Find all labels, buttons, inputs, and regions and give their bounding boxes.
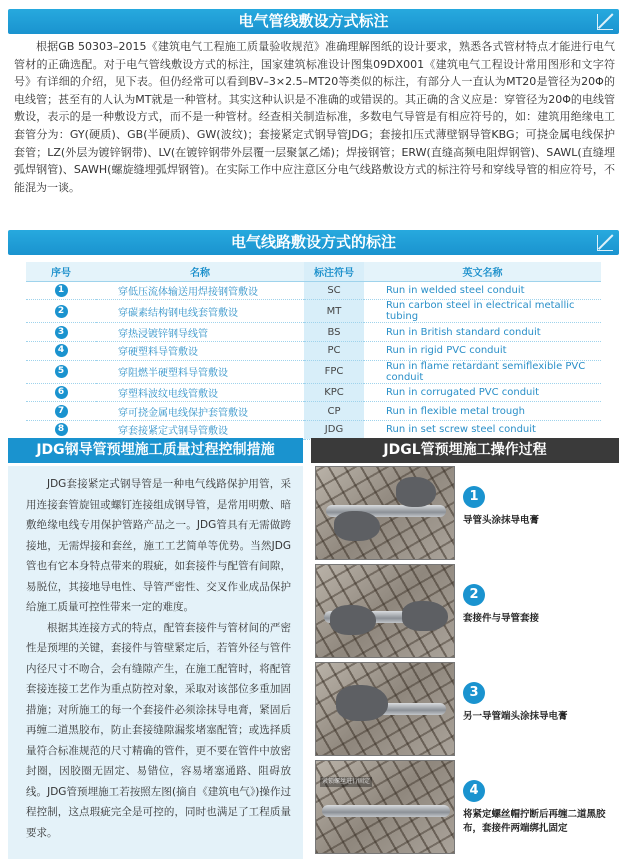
jdg-paragraph-2: 根据其连接方式的特点，配管套接件与管材间的严密性是预埋的关键，套接件与管壁紧定后，若管外径与管件内径尺寸不吻合，会有缝隙产生，在施工配管时，将配管套接连接工艺作为重点防控对象，采取对该部位多重加固措施；对所施工的每一个套接件必须涂抹导电膏，紧固后再缠二道黑胶布，防止套接缝隙漏浆堵塞配管；或选择质量符合标准规范的尺寸精确的管件，更不要在管件中放密封圈，因胶圈无固定、易错位，容易堵塞通路、阻碍放线。JDG管预埋施工若按照左图(摘自《建筑电气》)操作过程控制，这点瑕疵完全是可控的，同时也满足了工程质量要求。 (26, 621, 291, 839)
step-photo (315, 662, 455, 756)
row-number-badge: 5 (55, 365, 68, 378)
step-item (311, 760, 619, 857)
photo-caption: 紧锁螺丝进行固定 (322, 778, 371, 785)
glove-hand-icon (336, 685, 388, 721)
row-en: Run in flexible metal trough (364, 402, 601, 421)
row-code: FPC (304, 360, 364, 383)
header-code: 标注符号 (304, 262, 364, 281)
row-en: Run in British standard conduit (364, 323, 601, 342)
table-row (26, 323, 601, 342)
jdg-paragraph-1: JDG套接紧定式钢导管是一种电气线路保护用管，采用连接套管旋钮或螺钉连接组成钢导管，是常用明敷、暗敷绝缘电线专用保护管路产品之一。JDG管具有无需做跨接地，无需焊接和套丝，施工工艺简单等优势。当然JDG管也有它本身特点带来的瑕疵，如套接件与配管有间隙，易脱位，其接地导电性、导管严密性、交叉作业成品保护给施工质量可控性带来一定的难度。 (26, 478, 291, 613)
row-en: Run in set screw steel conduit (364, 420, 601, 439)
step-number-badge: 2 (463, 584, 485, 606)
step-photo (315, 760, 455, 854)
header-no: 序号 (26, 262, 96, 281)
section-title-text: 电气线路敷设方式的标注 (230, 233, 396, 251)
section-title-line-laying-marking (8, 230, 619, 255)
table-row (26, 402, 601, 421)
row-en: Run in flame retardant semiflexible PVC conduit (364, 360, 601, 383)
jdgl-process-title: JDGL管预埋施工操作过程 (311, 438, 619, 463)
row-name: 穿碳素结构钢电线套管敷设 (96, 300, 304, 323)
row-name: 穿热浸镀锌钢导线管 (96, 323, 304, 342)
glove-hand-icon (330, 605, 376, 635)
row-code: CP (304, 402, 364, 421)
table-header-row (26, 262, 601, 281)
glove-hand-icon (396, 477, 436, 507)
jdg-quality-panel (8, 466, 303, 859)
corner-arrow-icon (597, 235, 613, 251)
corner-arrow-icon (597, 14, 613, 30)
jdgl-steps (311, 466, 619, 859)
table-row (26, 341, 601, 360)
glove-hand-icon (402, 601, 448, 631)
row-code: PC (304, 341, 364, 360)
row-number-badge: 6 (55, 386, 68, 399)
header-name: 名称 (96, 262, 304, 281)
row-en: Run carbon steel in electrical metallic tubing (364, 300, 601, 323)
row-name: 穿阻燃半硬塑料导管敷设 (96, 360, 304, 383)
row-name: 穿硬塑料导管敷设 (96, 341, 304, 360)
table-row (26, 383, 601, 402)
step-number-badge: 3 (463, 682, 485, 704)
intro-paragraph: 根据GB 50303–2015《建筑电气工程施工质量验收规范》准确理解图纸的设计要求，熟悉各式管材特点才能进行电气管材的正确选配。对于电气管线敷设方式的标注，国家建筑标准设计图集09DX001《建筑电气工程设计常用图形和文字符号》有详细的介绍，见下表。但仍经常可以看到BV–3×2.5–MT20等类似的标注，有部分人一直认为MT20是管径为20Φ的电线管；甚至有的人认为MT就是一种管材。其实这种认识是不准确的或错误的。其正确的含义应是：穿管径为20Φ的电线管敷设，表示的是一种敷设方式，而不是一种管材。经查相关制造标准，多数电气导管是有相应符号的，如：建筑用绝缘电工套管分为：GY(硬质)、GB(半硬质)、GW(波纹)；套接紧定式钢导管JDG；套接扣压式薄壁钢导管KBG；可挠金属电线保护套管；LZ(外层为镀锌钢带)、LV(在镀锌钢带外层覆一层聚氯乙烯)；焊接钢管；ERW(直缝高频电阻焊钢管)、SAWL(直缝埋弧焊钢管)、SAWH(螺旋缝埋弧焊钢管)。在实际工作中应注意区分电气线路敷设方式的标注符号和穿线导管的相应符号，不能混为一谈。 (14, 40, 615, 194)
row-code: JDG (304, 420, 364, 439)
row-name: 穿可挠金属电线保护套管敷设 (96, 402, 304, 421)
row-name: 穿低压流体输送用焊接钢管敷设 (96, 281, 304, 300)
table-row (26, 281, 601, 300)
step-item (311, 466, 619, 563)
row-name: 穿套接紧定式钢导管敷设 (96, 420, 304, 439)
step-item (311, 564, 619, 661)
row-name: 穿塑料波纹电线管敷设 (96, 383, 304, 402)
row-number-badge: 4 (55, 344, 68, 357)
header-en: 英文名称 (364, 262, 601, 281)
table-row (26, 360, 601, 383)
step-caption: 将紧定螺丝帽拧断后再缠二道黑胶布，套接件两端绑扎固定 (463, 809, 606, 834)
row-code: BS (304, 323, 364, 342)
jdg-quality-title: JDG钢导管预埋施工质量过程控制措施 (8, 438, 303, 463)
step-number-badge: 4 (463, 780, 485, 802)
section-title-laying-marking (8, 9, 619, 34)
glove-hand-icon (334, 511, 380, 541)
step-caption: 导管头涂抹导电膏 (463, 515, 540, 526)
conduit-pipe-icon (322, 805, 450, 817)
row-code: MT (304, 300, 364, 323)
table-row (26, 420, 601, 439)
table-row (26, 300, 601, 323)
section-title-text: 电气管线敷设方式标注 (238, 12, 389, 30)
row-code: KPC (304, 383, 364, 402)
row-en: Run in rigid PVC conduit (364, 341, 601, 360)
row-code: SC (304, 281, 364, 300)
row-en: Run in corrugated PVC conduit (364, 383, 601, 402)
step-number-badge: 1 (463, 486, 485, 508)
laying-method-table (26, 262, 601, 440)
step-item (311, 662, 619, 759)
row-number-badge: 1 (55, 284, 68, 297)
step-caption: 另一导管端头涂抹导电膏 (463, 711, 568, 722)
row-number-badge: 3 (55, 326, 68, 339)
row-number-badge: 7 (55, 405, 68, 418)
row-number-badge: 8 (55, 423, 68, 436)
step-photo (315, 564, 455, 658)
step-photo (315, 466, 455, 560)
row-number-badge: 2 (55, 305, 68, 318)
row-en: Run in welded steel conduit (364, 281, 601, 300)
step-caption: 套接件与导管套接 (463, 613, 540, 624)
